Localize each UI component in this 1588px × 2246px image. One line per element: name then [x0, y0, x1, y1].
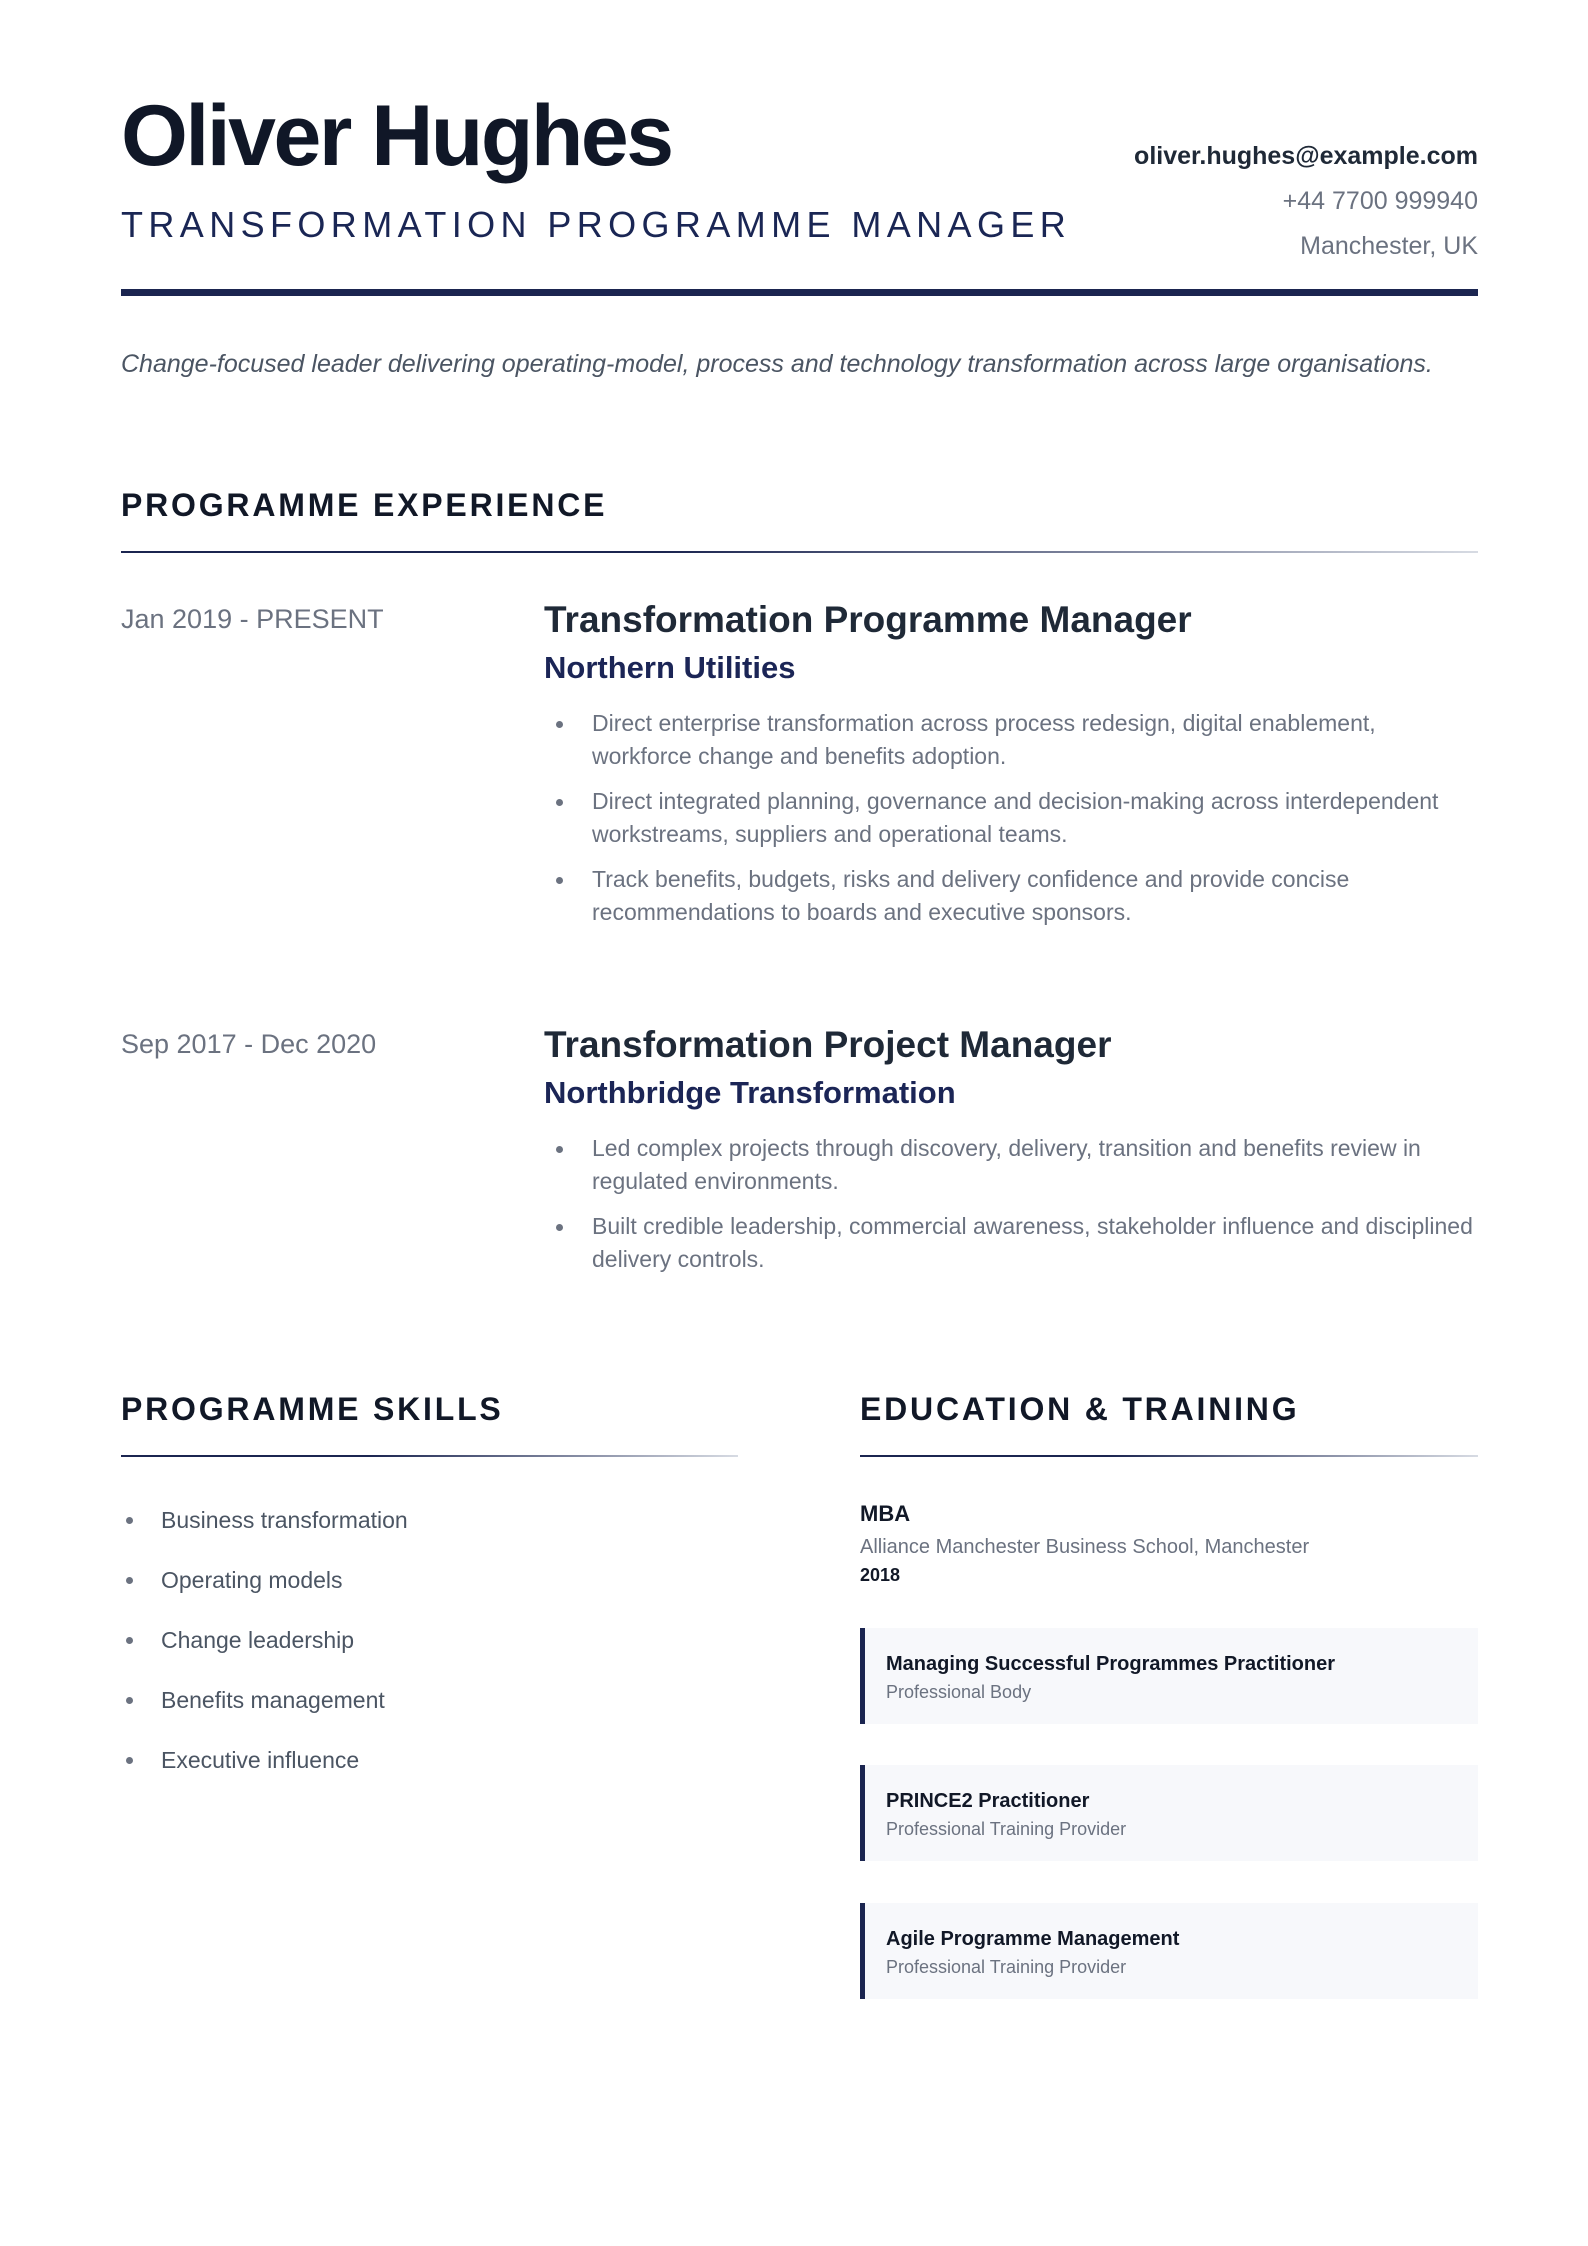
job-role: Transformation Programme Manager — [544, 599, 1192, 640]
bullet-icon — [126, 1697, 133, 1704]
job-dates: Jan 2019 - PRESENT — [121, 604, 384, 634]
education-heading: EDUCATION & TRAINING — [860, 1391, 1300, 1427]
list-item — [544, 785, 1478, 851]
certification-issuer: Professional Training Provider — [886, 1957, 1127, 1977]
bullet-icon — [556, 877, 563, 884]
candidate-title: TRANSFORMATION PROGRAMME MANAGER — [121, 204, 1072, 245]
job-entry — [544, 601, 1478, 941]
degree-name: MBA — [860, 1501, 911, 1526]
list-item — [121, 1619, 738, 1679]
certification-issuer: Professional Body — [886, 1682, 1032, 1702]
list-item — [121, 1679, 738, 1739]
contact-email[interactable]: oliver.hughes@example.com — [1134, 142, 1478, 170]
degree-school: Alliance Manchester Business School, Manchester — [860, 1536, 1310, 1558]
list-item — [544, 1210, 1478, 1276]
bullet-text: Track benefits, budgets, risks and delivery confidence and provide concise recommendations to boards and executive sponsors. — [592, 866, 1350, 925]
bullet-text: Direct integrated planning, governance and decision-making across interdependent workstreams, suppliers and operational teams. — [592, 788, 1439, 847]
bullet-icon — [556, 721, 563, 728]
contact-location: Manchester, UK — [1300, 232, 1478, 260]
skills-heading: PROGRAMME SKILLS — [121, 1391, 504, 1427]
skills-list — [121, 1499, 738, 1799]
certification-name: Managing Successful Programmes Practitioner — [886, 1653, 1336, 1675]
job-bullets — [544, 707, 1478, 929]
skill-text: Change leadership — [161, 1627, 355, 1653]
skill-text: Executive influence — [161, 1747, 360, 1773]
contact-block — [1134, 134, 1478, 269]
bullet-icon — [556, 1224, 563, 1231]
list-item — [544, 863, 1478, 929]
degree-entry — [860, 1503, 1478, 1587]
bullet-icon — [126, 1757, 133, 1764]
certification-issuer: Professional Training Provider — [886, 1819, 1127, 1839]
education-divider — [860, 1455, 1478, 1457]
skill-text: Operating models — [161, 1567, 343, 1593]
bullet-icon — [556, 1146, 563, 1153]
list-item — [544, 1132, 1478, 1198]
experience-heading: PROGRAMME EXPERIENCE — [121, 487, 608, 523]
bullet-icon — [126, 1577, 133, 1584]
bullet-icon — [126, 1637, 133, 1644]
skills-divider — [121, 1455, 738, 1457]
bullet-text: Built credible leadership, commercial awareness, stakeholder influence and disciplined delivery controls. — [592, 1213, 1473, 1272]
candidate-name: Oliver Hughes — [121, 88, 672, 184]
experience-divider — [121, 551, 1478, 553]
certification-card — [860, 1765, 1478, 1861]
job-entry — [544, 1026, 1478, 1288]
bullet-icon — [126, 1517, 133, 1524]
header-divider — [121, 289, 1478, 296]
job-company: Northern Utilities — [544, 650, 796, 685]
degree-year: 2018 — [860, 1565, 901, 1585]
job-bullets — [544, 1132, 1478, 1276]
bullet-icon — [556, 799, 563, 806]
skill-text: Business transformation — [161, 1507, 408, 1533]
certification-card — [860, 1628, 1478, 1724]
skill-text: Benefits management — [161, 1687, 385, 1713]
job-role: Transformation Project Manager — [544, 1024, 1112, 1065]
list-item — [121, 1559, 738, 1619]
certification-name: Agile Programme Management — [886, 1928, 1180, 1950]
certification-name: PRINCE2 Practitioner — [886, 1790, 1090, 1812]
job-dates: Sep 2017 - Dec 2020 — [121, 1029, 377, 1059]
professional-summary: Change-focused leader delivering operating-model, process and technology transformation across large organisations. — [121, 350, 1433, 378]
list-item — [121, 1499, 738, 1559]
bullet-text: Direct enterprise transformation across process redesign, digital enablement, workforce change and benefits adoption. — [592, 710, 1376, 769]
list-item — [121, 1739, 738, 1799]
list-item — [544, 707, 1478, 773]
contact-phone: +44 7700 999940 — [1282, 187, 1478, 215]
certification-card — [860, 1903, 1478, 1999]
job-company: Northbridge Transformation — [544, 1075, 956, 1110]
resume-page — [121, 0, 1478, 2246]
bullet-text: Led complex projects through discovery, delivery, transition and benefits review in regulated environments. — [592, 1135, 1421, 1194]
